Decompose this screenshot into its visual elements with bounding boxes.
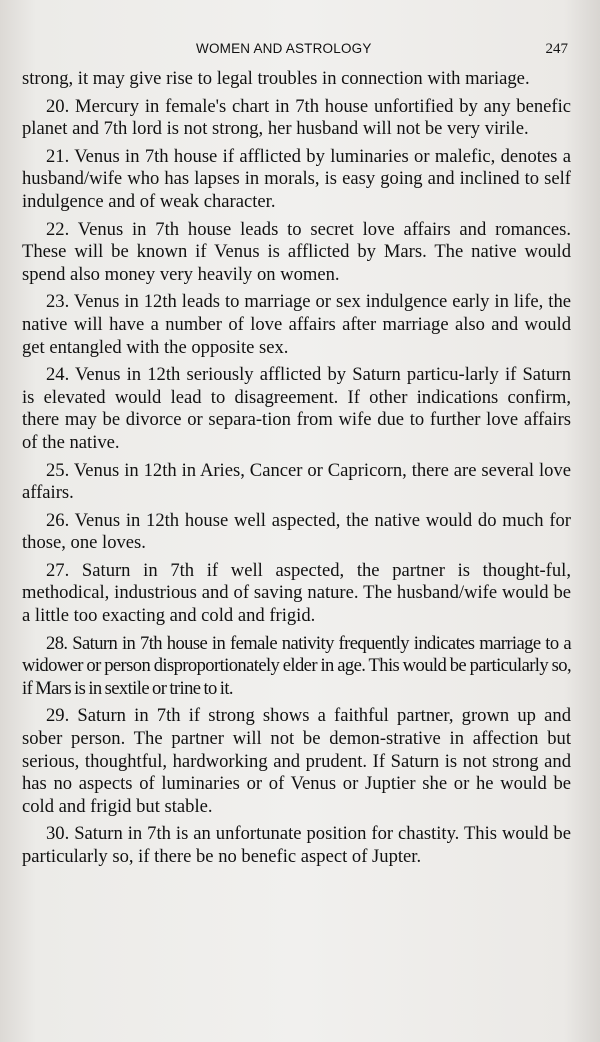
paragraph-rule-30: 30. Saturn in 7th is an unfortunate position for chastity. This would be particularly so, if there be no benefic aspect of Jupter. — [22, 823, 571, 867]
paragraph-continued: strong, it may give rise to legal troubles in connection with mariage. — [22, 68, 530, 89]
page-number: 247 — [545, 41, 568, 57]
paragraph-rule-28: 28. Saturn in 7th house in female nativity frequently indicates marriage to a widower or person disproportionately elder in age. This would be particularly so, if Mars is in sextile or trine to it. — [22, 632, 571, 699]
paragraph-rule-26: 26. Venus in 12th house well aspected, the native would do much for those, one loves. — [22, 509, 571, 554]
paragraph-rule-20: 20. Mercury in female's chart in 7th house unfortified by any benefic planet and 7th lord is not strong, her husband will not be very virile. — [22, 95, 571, 140]
paragraph-rule-21: 21. Venus in 7th house if afflicted by luminaries or malefic, denotes a husband/wife who has lapses in morals, is easy going and inclined to self indulgence and of weak character. — [22, 145, 571, 212]
paragraph-rule-23: 23. Venus in 12th leads to marriage or sex indulgence early in life, the native will have a number of love affairs after marriage also and would get entangled with the opposite sex. — [22, 291, 571, 358]
paragraph-rule-27: 27. Saturn in 7th if well aspected, the partner is thought-ful, methodical, industrious and of saving nature. The husband/wife would be a little too exacting and cold and frigid. — [22, 559, 571, 627]
paragraph-rule-22: 22. Venus in 7th house leads to secret love affairs and romances. These will be known if Venus is afflicted by Mars. The native would spend also money very heavily on women. — [22, 218, 571, 285]
running-title: WOMEN AND ASTROLOGY — [196, 41, 372, 56]
paragraph-rule-24: 24. Venus in 12th seriously afflicted by Saturn particu-larly if Saturn is elevated would lead to disagreement. If other indications confirm, there may be divorce or separa-tion from wife due to further love affairs of the native. — [22, 364, 571, 453]
paragraph-rule-29: 29. Saturn in 7th if strong shows a faithful partner, grown up and sober person. The partner will not be demon-strative in affection but serious, thoughtful, hardworking and prudent. If Saturn is not strong and has no aspects of luminaries or of Venus or Juptier she or he would be cold and frigid but stable. — [22, 705, 571, 817]
body-text — [22, 68, 571, 874]
running-head — [0, 41, 600, 63]
paragraph-rule-25: 25. Venus in 12th in Aries, Cancer or Capricorn, there are several love affairs. — [22, 459, 571, 504]
